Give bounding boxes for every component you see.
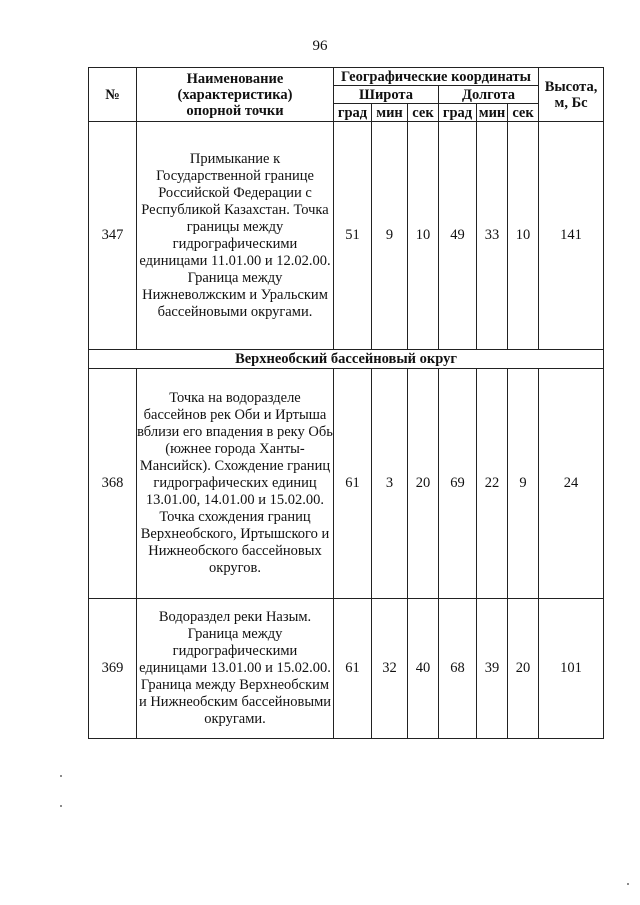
row-number: 369 bbox=[89, 599, 137, 739]
height-value: 101 bbox=[539, 599, 604, 739]
header-number: № bbox=[89, 68, 137, 122]
header-lat-degrees: град bbox=[334, 104, 372, 122]
header-name-line2: (характеристика) bbox=[177, 86, 293, 103]
coordinates-table bbox=[88, 67, 604, 739]
row-number: 347 bbox=[89, 122, 137, 350]
section-title: Верхнеобский бассейновый округ bbox=[89, 350, 604, 369]
table-row bbox=[89, 122, 604, 350]
row-description: Водораздел реки Назым. Граница между гидрографическими единицами 13.01.00 и 15.02.00. Граница между Верхнеобским и Нижнеобским бассейновыми округами. bbox=[137, 599, 334, 739]
row-number: 368 bbox=[89, 369, 137, 599]
lat-seconds: 10 bbox=[408, 122, 439, 350]
header-lat-minutes: мин bbox=[372, 104, 408, 122]
lon-minutes: 33 bbox=[477, 122, 508, 350]
header-lon-minutes: мин bbox=[477, 104, 508, 122]
lon-minutes: 22 bbox=[477, 369, 508, 599]
header-latitude: Широта bbox=[334, 86, 439, 104]
lon-seconds: 20 bbox=[508, 599, 539, 739]
lon-degrees: 49 bbox=[439, 122, 477, 350]
lat-minutes: 3 bbox=[372, 369, 408, 599]
lat-seconds: 40 bbox=[408, 599, 439, 739]
lon-degrees: 69 bbox=[439, 369, 477, 599]
header-name-line1: Наименование bbox=[186, 70, 284, 87]
header-longitude: Долгота bbox=[439, 86, 539, 104]
section-row bbox=[89, 350, 604, 369]
scan-speck bbox=[627, 883, 629, 885]
table-row bbox=[89, 369, 604, 599]
lat-degrees: 51 bbox=[334, 122, 372, 350]
header-height-line2: м, Бс bbox=[554, 94, 588, 111]
lat-degrees: 61 bbox=[334, 369, 372, 599]
scan-speck bbox=[60, 775, 62, 777]
table-row bbox=[89, 599, 604, 739]
height-value: 141 bbox=[539, 122, 604, 350]
header-geo-coordinates: Географические координаты bbox=[334, 68, 539, 86]
row-description: Примыкание к Государственной границе Российской Федерации с Республикой Казахстан. Точка границы между гидрографическими единицами 11.01.00 и 12.02.00. Граница между Нижневолжским и Уральским бассейновыми округами. bbox=[137, 122, 334, 350]
scan-speck bbox=[60, 805, 62, 807]
header-name-line3: опорной точки bbox=[186, 102, 284, 119]
lat-minutes: 9 bbox=[372, 122, 408, 350]
header-lon-degrees: град bbox=[439, 104, 477, 122]
header-lat-seconds: сек bbox=[408, 104, 439, 122]
lon-seconds: 10 bbox=[508, 122, 539, 350]
header-height-line1: Высота, bbox=[544, 78, 598, 95]
lat-seconds: 20 bbox=[408, 369, 439, 599]
height-value: 24 bbox=[539, 369, 604, 599]
lon-seconds: 9 bbox=[508, 369, 539, 599]
header-lon-seconds: сек bbox=[508, 104, 539, 122]
header-height bbox=[539, 68, 604, 122]
lon-minutes: 39 bbox=[477, 599, 508, 739]
page-number: 96 bbox=[312, 38, 328, 54]
row-description: Точка на водоразделе бассейнов рек Оби и Иртыша вблизи его впадения в реку Обь (южнее города Ханты-Мансийск). Схождение границ гидрографических единиц 13.01.00, 14.01.00 и 15.02.00. Точка схождения границ Верхнеобского, Иртышского и Нижнеобского бассейновых округов. bbox=[137, 369, 334, 599]
lon-degrees: 68 bbox=[439, 599, 477, 739]
lat-degrees: 61 bbox=[334, 599, 372, 739]
lat-minutes: 32 bbox=[372, 599, 408, 739]
header-name bbox=[137, 68, 334, 122]
